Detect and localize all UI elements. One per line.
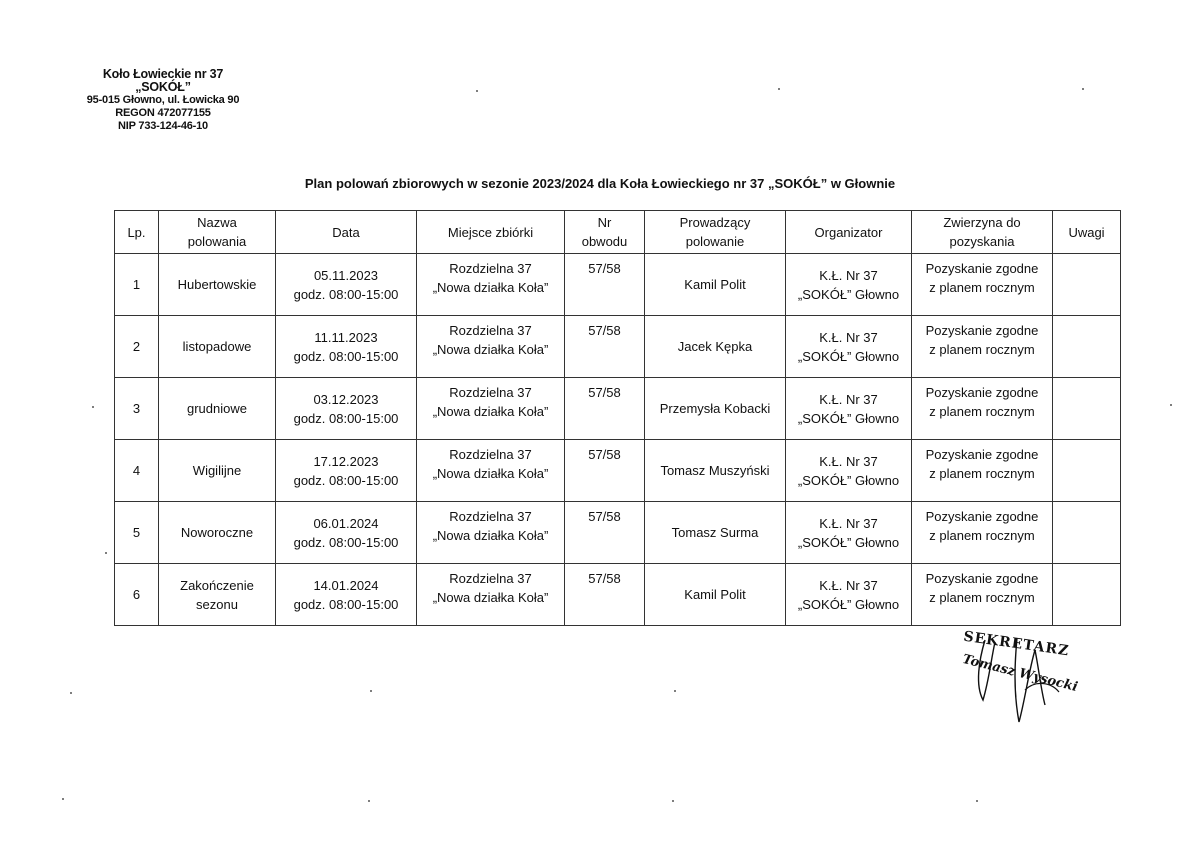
cell-lp-text: 3 — [132, 401, 141, 416]
header-game: Zwierzyna do pozyskania — [912, 211, 1053, 254]
cell-district-text: 57/58 — [588, 509, 621, 524]
cell-notes — [1053, 254, 1121, 316]
org-nip: NIP 733-124-46-10 — [118, 120, 208, 132]
cell-date-text: 17.12.2023 — [313, 453, 379, 469]
scan-speck — [1082, 88, 1084, 90]
cell-game-text: Pozyskanie zgodne — [925, 447, 1039, 462]
cell-game-text: z planem rocznym — [929, 404, 1035, 419]
cell-organizer — [786, 254, 912, 316]
org-club: „SOKÓŁ” — [135, 80, 191, 94]
cell-lp — [115, 316, 159, 378]
table-row — [115, 440, 1121, 502]
cell-leader — [645, 378, 786, 440]
cell-game — [912, 564, 1053, 626]
cell-place-text: Rozdzielna 37 — [449, 261, 532, 276]
cell-district-text: 57/58 — [588, 571, 621, 586]
cell-place — [417, 378, 565, 440]
hunting-plan-table — [114, 210, 1121, 626]
cell-hunt-name — [159, 502, 276, 564]
cell-organizer-text: „SOKÓŁ” Głowno — [797, 348, 900, 364]
cell-game — [912, 440, 1053, 502]
scan-speck — [778, 88, 780, 90]
cell-place — [417, 316, 565, 378]
cell-notes — [1053, 564, 1121, 626]
cell-district-text: 57/58 — [588, 261, 621, 276]
cell-hunt-name — [159, 440, 276, 502]
cell-leader — [645, 502, 786, 564]
cell-lp-text: 4 — [132, 463, 141, 478]
cell-organizer — [786, 502, 912, 564]
cell-lp-text: 1 — [132, 277, 141, 292]
cell-hunt-name — [159, 254, 276, 316]
cell-game-text: Pozyskanie zgodne — [925, 571, 1039, 586]
cell-organizer-text: K.Ł. Nr 37 — [819, 267, 878, 283]
cell-lp — [115, 502, 159, 564]
header-district: Nr obwodu — [565, 211, 645, 254]
org-regon: REGON 472077155 — [115, 107, 211, 119]
header-leader: Prowadzący polowanie — [645, 211, 786, 254]
cell-organizer-text: K.Ł. Nr 37 — [819, 391, 878, 407]
cell-date-text: 06.01.2024 — [313, 515, 379, 531]
org-address: 95-015 Głowno, ul. Łowicka 90 — [86, 94, 240, 106]
table-row — [115, 378, 1121, 440]
cell-place-text: Rozdzielna 37 — [449, 571, 532, 586]
cell-place-text: „Nowa działka Koła” — [432, 590, 549, 605]
cell-leader-text: Jacek Kępka — [677, 339, 753, 354]
scan-speck — [70, 692, 72, 694]
stamp-person: Tomasz Wysocki — [960, 651, 1080, 696]
cell-date-text: godz. 08:00-15:00 — [293, 472, 399, 488]
scan-speck — [976, 800, 978, 802]
cell-leader — [645, 564, 786, 626]
cell-game — [912, 254, 1053, 316]
cell-game — [912, 378, 1053, 440]
cell-date-text: godz. 08:00-15:00 — [293, 596, 399, 612]
cell-district — [565, 440, 645, 502]
table-row — [115, 564, 1121, 626]
cell-date — [276, 440, 417, 502]
cell-hunt-name — [159, 564, 276, 626]
cell-date-text: godz. 08:00-15:00 — [293, 534, 399, 550]
cell-hunt-name — [159, 316, 276, 378]
cell-place — [417, 502, 565, 564]
secretary-stamp — [955, 630, 1085, 730]
cell-hunt-name-text: Wigilijne — [192, 463, 242, 478]
cell-notes — [1053, 502, 1121, 564]
cell-leader — [645, 440, 786, 502]
scan-speck — [1170, 404, 1172, 406]
cell-lp — [115, 440, 159, 502]
cell-place-text: „Nowa działka Koła” — [432, 404, 549, 419]
cell-organizer-text: „SOKÓŁ” Głowno — [797, 472, 900, 488]
table-header-row — [115, 211, 1121, 254]
cell-organizer-text: K.Ł. Nr 37 — [819, 329, 878, 345]
cell-leader-text: Tomasz Muszyński — [660, 463, 770, 478]
cell-organizer-text: K.Ł. Nr 37 — [819, 515, 878, 531]
cell-game-text: z planem rocznym — [929, 342, 1035, 357]
cell-date-text: godz. 08:00-15:00 — [293, 348, 399, 364]
cell-game-text: z planem rocznym — [929, 528, 1035, 543]
cell-leader-text: Kamil Polit — [684, 587, 746, 602]
stamp-role: SEKRETARZ — [962, 628, 1071, 660]
cell-leader-text: Tomasz Surma — [671, 525, 759, 540]
cell-organizer — [786, 440, 912, 502]
cell-game-text: z planem rocznym — [929, 280, 1035, 295]
cell-notes — [1053, 316, 1121, 378]
cell-game-text: Pozyskanie zgodne — [925, 261, 1039, 276]
table-row — [115, 502, 1121, 564]
cell-lp-text: 6 — [132, 587, 141, 602]
header-organizer: Organizator — [786, 211, 912, 254]
cell-date-text: godz. 08:00-15:00 — [293, 410, 399, 426]
scan-speck — [672, 800, 674, 802]
cell-date-text: 03.12.2023 — [313, 391, 379, 407]
scan-speck — [368, 800, 370, 802]
scan-speck — [370, 690, 372, 692]
cell-lp — [115, 564, 159, 626]
cell-game — [912, 316, 1053, 378]
cell-game-text: z planem rocznym — [929, 466, 1035, 481]
cell-game-text: Pozyskanie zgodne — [925, 509, 1039, 524]
table-row — [115, 316, 1121, 378]
cell-hunt-name-text: Zakończenie — [180, 577, 254, 593]
cell-leader-text: Przemysła Kobacki — [659, 401, 771, 416]
cell-date-text: 14.01.2024 — [313, 577, 379, 593]
cell-notes — [1053, 378, 1121, 440]
cell-district — [565, 502, 645, 564]
cell-place-text: Rozdzielna 37 — [449, 323, 532, 338]
cell-hunt-name-text: sezonu — [196, 596, 238, 612]
header-date: Data — [276, 211, 417, 254]
cell-district-text: 57/58 — [588, 323, 621, 338]
cell-district-text: 57/58 — [588, 447, 621, 462]
scan-speck — [62, 798, 64, 800]
cell-district — [565, 316, 645, 378]
cell-game-text: z planem rocznym — [929, 590, 1035, 605]
cell-organizer-text: „SOKÓŁ” Głowno — [797, 534, 900, 550]
cell-place-text: Rozdzielna 37 — [449, 447, 532, 462]
cell-game-text: Pozyskanie zgodne — [925, 323, 1039, 338]
header-name: Nazwa polowania — [159, 211, 276, 254]
cell-place-text: „Nowa działka Koła” — [432, 528, 549, 543]
cell-district — [565, 564, 645, 626]
cell-hunt-name — [159, 378, 276, 440]
cell-district — [565, 254, 645, 316]
document-title: Plan polowań zbiorowych w sezonie 2023/2024 dla Koła Łowieckiego nr 37 „SOKÓŁ” w Głownie — [304, 176, 896, 191]
scan-speck — [674, 690, 676, 692]
header-notes: Uwagi — [1053, 211, 1121, 254]
cell-hunt-name-text: Noworoczne — [180, 525, 254, 540]
scan-speck — [105, 552, 107, 554]
organization-header — [78, 68, 248, 133]
cell-organizer-text: K.Ł. Nr 37 — [819, 577, 878, 593]
scan-speck — [92, 406, 94, 408]
cell-date-text: 05.11.2023 — [313, 267, 379, 283]
cell-organizer-text: K.Ł. Nr 37 — [819, 453, 878, 469]
cell-leader — [645, 254, 786, 316]
cell-date-text: 11.11.2023 — [314, 329, 378, 345]
cell-district-text: 57/58 — [588, 385, 621, 400]
table-row — [115, 254, 1121, 316]
cell-organizer-text: „SOKÓŁ” Głowno — [797, 410, 900, 426]
cell-place-text: „Nowa działka Koła” — [432, 466, 549, 481]
cell-place-text: „Nowa działka Koła” — [432, 342, 549, 357]
cell-date — [276, 254, 417, 316]
cell-district — [565, 378, 645, 440]
cell-leader-text: Kamil Polit — [684, 277, 746, 292]
cell-organizer-text: „SOKÓŁ” Głowno — [797, 596, 900, 612]
scan-speck — [476, 90, 478, 92]
cell-date — [276, 502, 417, 564]
cell-leader — [645, 316, 786, 378]
cell-hunt-name-text: grudniowe — [187, 401, 247, 416]
cell-place-text: Rozdzielna 37 — [449, 385, 532, 400]
cell-lp-text: 2 — [132, 339, 141, 354]
cell-date — [276, 378, 417, 440]
cell-date — [276, 564, 417, 626]
cell-game-text: Pozyskanie zgodne — [925, 385, 1039, 400]
cell-place — [417, 564, 565, 626]
cell-date — [276, 316, 417, 378]
cell-organizer — [786, 316, 912, 378]
cell-place-text: „Nowa działka Koła” — [432, 280, 549, 295]
cell-hunt-name-text: Hubertowskie — [177, 277, 257, 292]
header-lp: Lp. — [115, 211, 159, 254]
cell-lp-text: 5 — [132, 525, 141, 540]
org-name: Koło Łowieckie nr 37 — [102, 67, 224, 81]
cell-date-text: godz. 08:00-15:00 — [293, 286, 399, 302]
cell-organizer — [786, 378, 912, 440]
cell-place — [417, 440, 565, 502]
cell-place — [417, 254, 565, 316]
cell-lp — [115, 378, 159, 440]
header-place: Miejsce zbiórki — [417, 211, 565, 254]
cell-place-text: Rozdzielna 37 — [449, 509, 532, 524]
cell-hunt-name-text: listopadowe — [182, 339, 252, 354]
cell-lp — [115, 254, 159, 316]
cell-organizer-text: „SOKÓŁ” Głowno — [797, 286, 900, 302]
cell-organizer — [786, 564, 912, 626]
cell-notes — [1053, 440, 1121, 502]
cell-game — [912, 502, 1053, 564]
